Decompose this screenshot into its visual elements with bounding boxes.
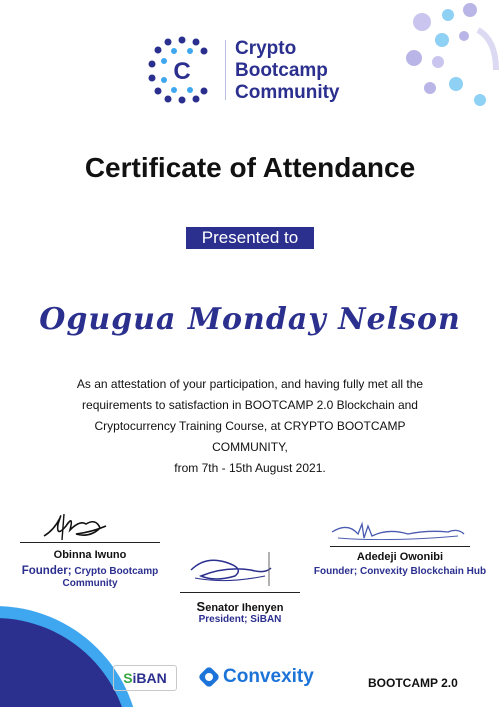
role-prefix-left: Founder;: [21, 565, 72, 577]
presented-to-label: Presented to: [186, 227, 314, 249]
role-rest-left-1: Crypto Bootcamp: [74, 566, 159, 577]
attestation-line-3: Cryptocurrency Training Course, at CRYPTO BOOTCAMP COMMUNITY,: [94, 419, 406, 454]
signature-adedeji-owonibi: [328, 518, 468, 544]
signature-line-left: [20, 542, 160, 543]
attestation-line-2: requirements to satisfaction in BOOTCAMP 2.0 Blockchain and: [82, 398, 418, 412]
certificate-title: Certificate of Attendance: [84, 152, 416, 183]
role-rest-left-2: Community: [62, 578, 118, 589]
logo-divider: [225, 40, 226, 100]
signatory-role-left: [0, 565, 180, 590]
signature-line-right: [330, 546, 470, 547]
logo-mark-letter: C: [173, 58, 191, 85]
siban-logo: [113, 665, 177, 691]
signature-line-center: [180, 592, 300, 593]
convexity-mark-icon: [198, 666, 220, 688]
convexity-wordmark: Convexity: [223, 666, 314, 687]
crypto-bootcamp-logo-icon: [148, 36, 216, 104]
logo-line-1: Crypto: [235, 38, 297, 59]
attestation-line-4: from 7th - 15th August 2021.: [174, 461, 326, 475]
logo-line-2: Bootcamp: [235, 60, 328, 81]
recipient-name: Ogugua Monday Nelson: [39, 302, 461, 337]
signatory-name-center: [170, 599, 310, 614]
logo-wordmark: [235, 38, 340, 104]
attestation-line-1: As an attestation of your participation, and having fully met all the: [76, 377, 424, 391]
signature-senator-ihenyen: [185, 548, 275, 588]
signatory-name-right: Adedeji Owonibi: [356, 551, 444, 563]
name-initial-center: S: [196, 599, 206, 614]
attestation-text: [60, 374, 440, 479]
signature-obinna-iwuno: [40, 508, 110, 542]
siban-logo-s: S: [123, 670, 133, 686]
siban-logo-rest: iBAN: [132, 670, 167, 686]
bootcamp-edition: BOOTCAMP 2.0: [368, 676, 458, 690]
signatory-role-right: Founder; Convexity Blockchain Hub: [313, 566, 487, 577]
logo-line-3: Community: [235, 82, 340, 103]
signatory-role-center: President; SiBAN: [198, 614, 282, 625]
signatory-name-left: Obinna Iwuno: [53, 549, 127, 561]
decorative-dots: [400, 0, 500, 120]
convexity-logo: [198, 665, 314, 689]
name-rest-center: enator Ihenyen: [205, 602, 284, 614]
